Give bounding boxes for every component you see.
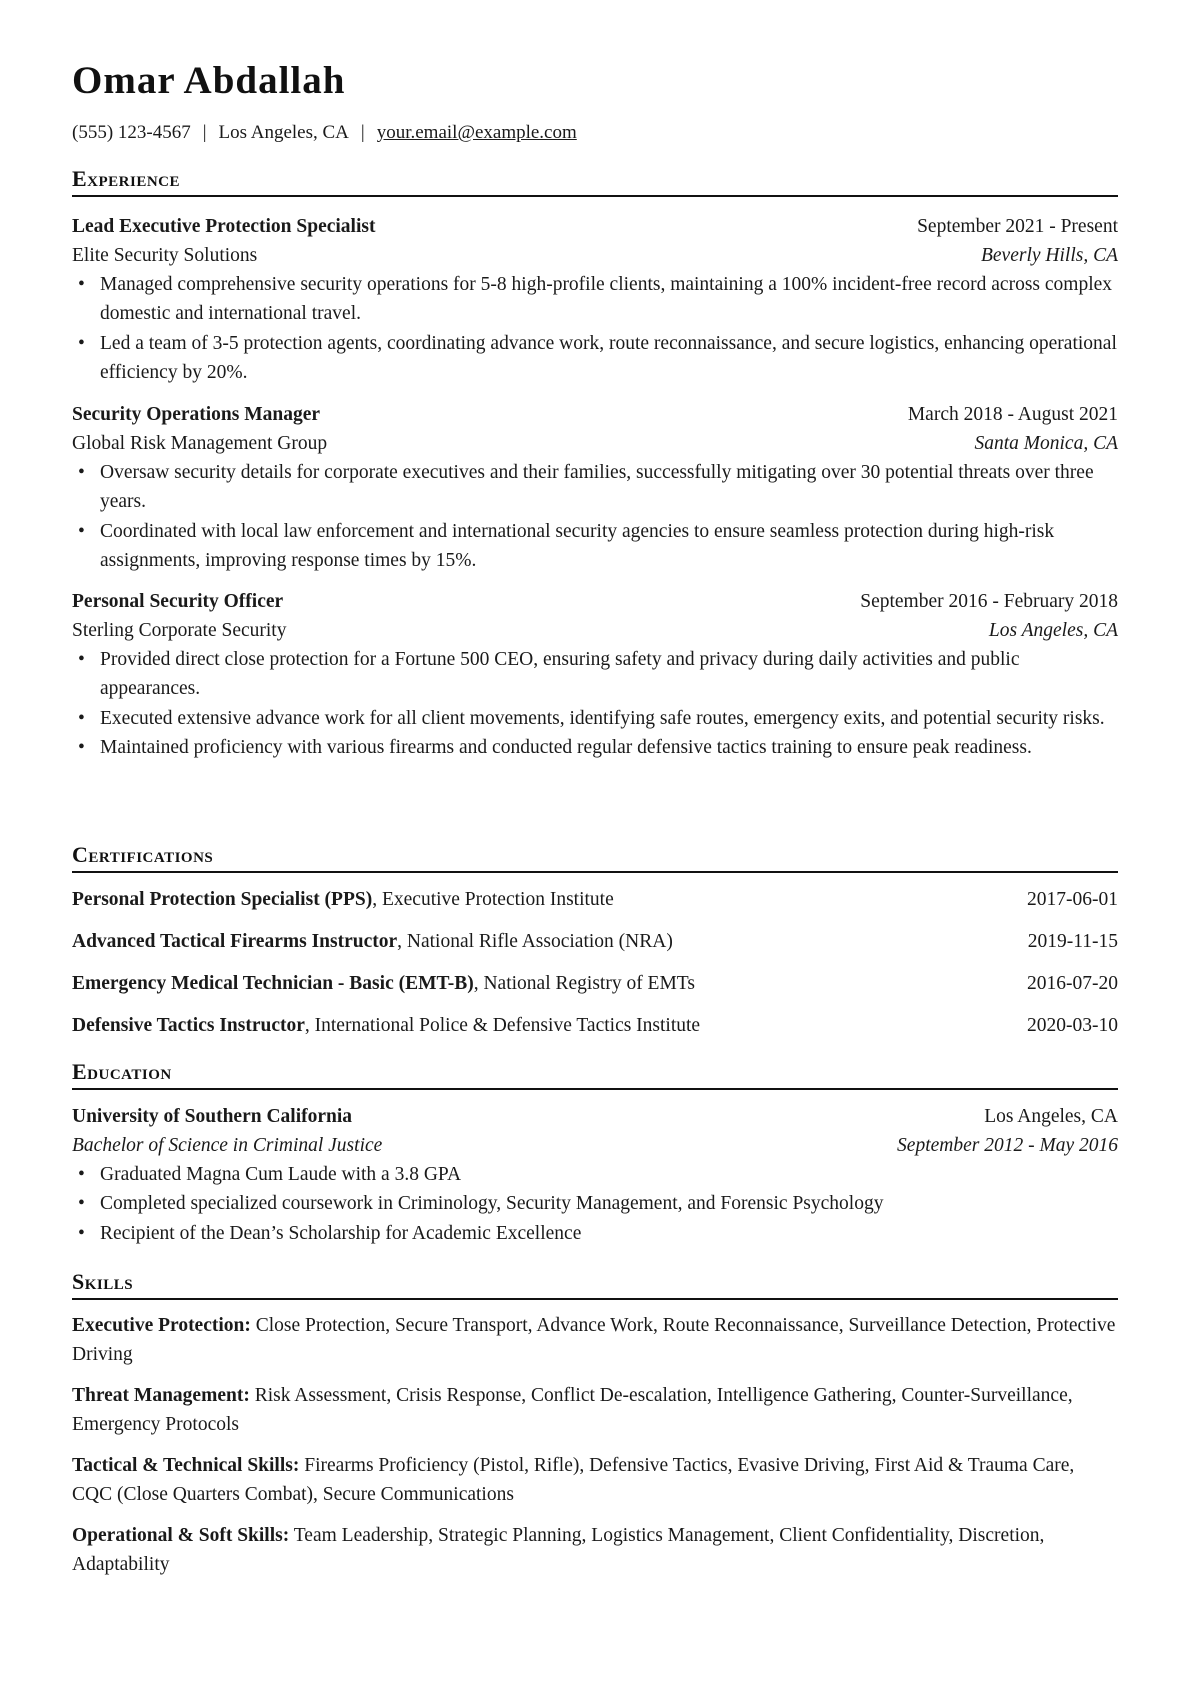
cert-name: Advanced Tactical Firearms Instructor <box>72 931 398 952</box>
education-bullets <box>72 1160 1118 1248</box>
bullet-item: • Provided direct close protection for a Fortune 500 CEO, ensuring safety and privacy during daily activities and public appearances. <box>72 645 1118 704</box>
skill-items: Firearms Proficiency (Pistol, Rifle), Defensive Tactics, Evasive Driving, First Aid & Trauma Care, CQC (Close Quarters Combat), Secure Communications <box>72 1455 1075 1506</box>
certification-row <box>72 885 1118 914</box>
job-bullets <box>72 645 1118 762</box>
company: Global Risk Management Group <box>72 433 328 454</box>
skill-label: Threat Management: <box>72 1385 250 1406</box>
cert-date: 2020-03-10 <box>1027 1015 1118 1036</box>
bullet-item: • Coordinated with local law enforcement and international security agencies to ensure seamless protection during high-risk assignments, improving response times by 15%. <box>72 517 1118 576</box>
company: Sterling Corporate Security <box>72 620 287 641</box>
bullet-item: • Recipient of the Dean’s Scholarship for Academic Excellence <box>72 1219 1118 1248</box>
job-location: Santa Monica, CA <box>974 433 1118 454</box>
contact-line <box>72 122 577 144</box>
skill-group <box>72 1451 1118 1510</box>
separator: | <box>360 122 365 143</box>
bullet-item: • Executed extensive advance work for all client movements, identifying safe routes, emergency exits, and potential security risks. <box>72 704 1118 733</box>
bullet-item: • Graduated Magna Cum Laude with a 3.8 GPA <box>72 1160 1118 1189</box>
job-location: Los Angeles, CA <box>988 620 1118 641</box>
phone: (555) 123-4567 <box>72 122 191 143</box>
job-title: Lead Executive Protection Specialist <box>72 216 376 237</box>
education-header <box>72 1102 1118 1131</box>
bullet-item: • Maintained proficiency with various firearms and conducted regular defensive tactics training to ensure peak readiness. <box>72 733 1118 762</box>
job-bullets <box>72 270 1118 387</box>
job-title: Security Operations Manager <box>72 404 321 425</box>
job-header <box>72 212 1118 241</box>
section-education <box>72 1059 1118 1090</box>
section-certifications <box>72 842 1118 873</box>
cert-issuer: , International Police & Defensive Tactics Institute <box>304 1015 701 1036</box>
section-title: Education <box>72 1059 172 1084</box>
certification-row <box>72 969 1118 998</box>
skill-group <box>72 1381 1118 1440</box>
skill-items: Close Protection, Secure Transport, Advance Work, Route Reconnaissance, Surveillance Detection, Protective Driving <box>72 1315 1116 1366</box>
section-rule <box>72 195 1118 197</box>
section-rule <box>72 1298 1118 1300</box>
job-location: Beverly Hills, CA <box>980 245 1118 266</box>
school-name: University of Southern California <box>72 1106 353 1127</box>
cert-date: 2016-07-20 <box>1027 973 1118 994</box>
degree: Bachelor of Science in Criminal Justice <box>72 1135 383 1156</box>
job-subheader <box>72 241 1118 270</box>
cert-issuer: , National Registry of EMTs <box>473 973 695 994</box>
skill-label: Tactical & Technical Skills: <box>72 1455 300 1476</box>
section-rule <box>72 871 1118 873</box>
cert-name: Defensive Tactics Instructor <box>72 1015 305 1036</box>
certification-row <box>72 927 1118 956</box>
skill-label: Executive Protection: <box>72 1315 251 1336</box>
cert-date: 2019-11-15 <box>1027 931 1118 952</box>
section-rule <box>72 1088 1118 1090</box>
job-subheader <box>72 616 1118 645</box>
skill-items: Risk Assessment, Crisis Response, Conflict De-escalation, Intelligence Gathering, Counter-Surveillance, Emergency Protocols <box>72 1385 1073 1436</box>
job-dates: March 2018 - August 2021 <box>907 404 1118 425</box>
bullet-item: • Led a team of 3-5 protection agents, coordinating advance work, route reconnaissance, and secure logistics, enhancing operational efficiency by 20%. <box>72 329 1118 388</box>
section-experience <box>72 166 1118 197</box>
bullet-item: • Managed comprehensive security operations for 5-8 high-profile clients, maintaining a 100% incident-free record across complex domestic and international travel. <box>72 270 1118 329</box>
candidate-name: Omar Abdallah <box>72 59 346 102</box>
skill-group <box>72 1311 1118 1370</box>
section-title: Skills <box>72 1269 134 1294</box>
bullet-item: • Completed specialized coursework in Criminology, Security Management, and Forensic Psychology <box>72 1189 1118 1218</box>
job-header <box>72 400 1118 429</box>
cert-name: Emergency Medical Technician - Basic (EMT-B) <box>72 973 474 994</box>
cert-issuer: , Executive Protection Institute <box>372 889 614 910</box>
email-link[interactable]: your.email@example.com <box>376 122 577 143</box>
school-location: Los Angeles, CA <box>984 1106 1118 1127</box>
location: Los Angeles, CA <box>218 122 349 143</box>
skill-items: Team Leadership, Strategic Planning, Logistics Management, Client Confidentiality, Discretion, Adaptability <box>72 1525 1045 1576</box>
job-header <box>72 587 1118 616</box>
certification-row <box>72 1011 1118 1040</box>
job-title: Personal Security Officer <box>72 591 284 612</box>
cert-issuer: , National Rifle Association (NRA) <box>397 931 673 952</box>
section-title: Certifications <box>72 842 214 867</box>
cert-date: 2017-06-01 <box>1027 889 1118 910</box>
company: Elite Security Solutions <box>72 245 258 266</box>
section-skills <box>72 1269 1118 1300</box>
skill-group <box>72 1521 1118 1580</box>
job-dates: September 2016 - February 2018 <box>860 591 1118 612</box>
job-bullets <box>72 458 1118 575</box>
skill-label: Operational & Soft Skills: <box>72 1525 290 1546</box>
bullet-item: • Oversaw security details for corporate executives and their families, successfully mitigating over 30 potential threats over three years. <box>72 458 1118 517</box>
section-title: Experience <box>72 166 181 191</box>
education-subheader <box>72 1131 1118 1160</box>
job-dates: September 2021 - Present <box>917 216 1118 237</box>
separator: | <box>202 122 207 143</box>
job-subheader <box>72 429 1118 458</box>
cert-name: Personal Protection Specialist (PPS) <box>72 889 373 910</box>
education-dates: September 2012 - May 2016 <box>897 1135 1118 1156</box>
